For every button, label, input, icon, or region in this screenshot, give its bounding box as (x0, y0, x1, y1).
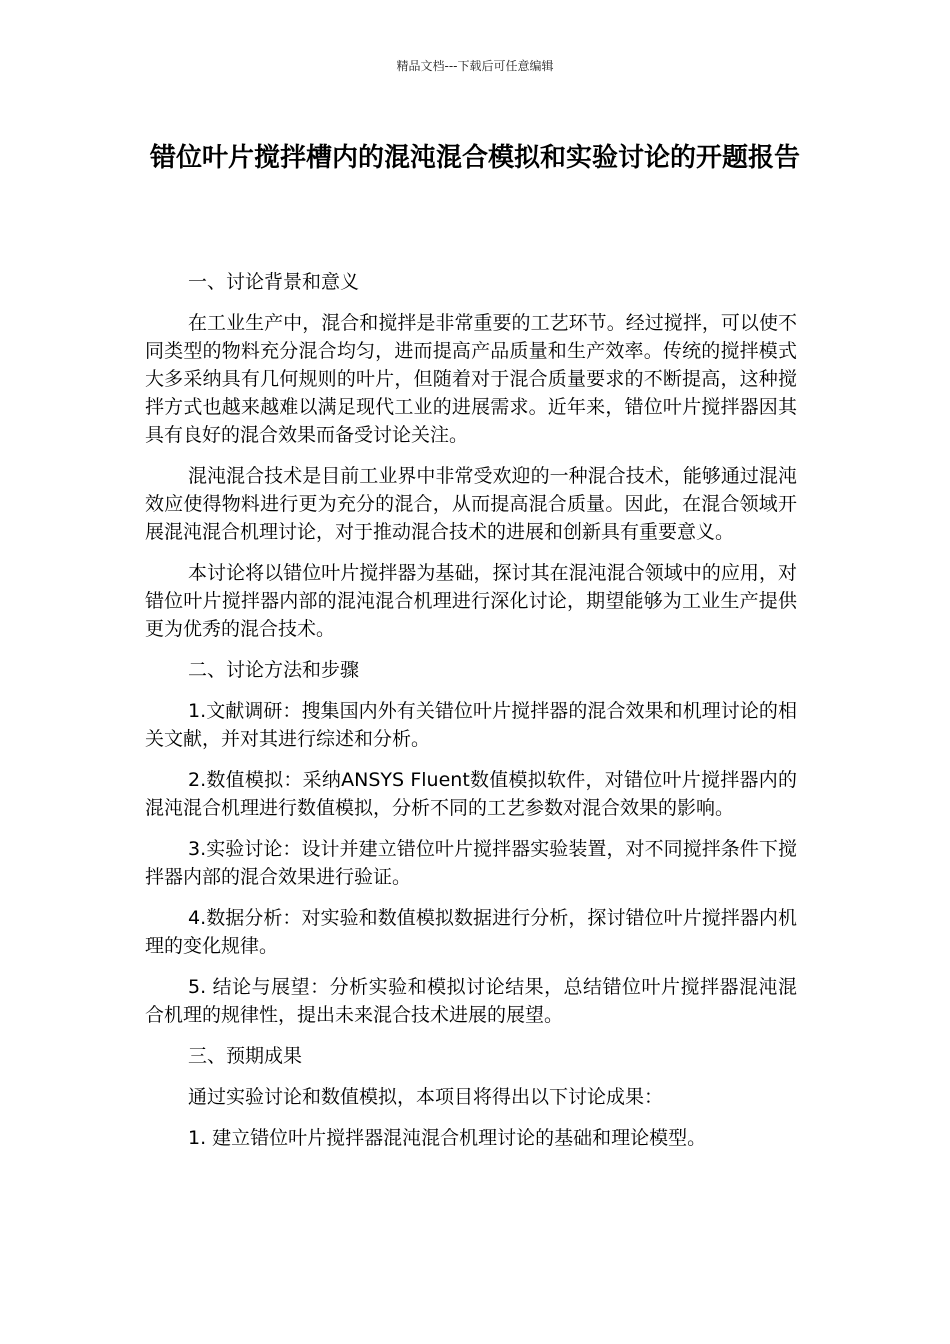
header-note: 精品文档---下载后可任意编辑 (396, 59, 554, 73)
paragraph-method-4: 4.数据分析：对实验和数值模拟数据进行分析，探讨错位叶片搅拌器内机理的变化规律。 (145, 907, 797, 957)
section-heading-methods: 二、讨论方法和步骤 (188, 659, 360, 681)
paragraph-background-3: 本讨论将以错位叶片搅拌器为基础，探讨其在混沌混合领域中的应用，对错位叶片搅拌器内部的混沌混合机理进行深化讨论，期望能够为工业生产提供更为优秀的混合技术。 (145, 562, 797, 640)
paragraph-background-1: 在工业生产中，混合和搅拌是非常重要的工艺环节。经过搅拌，可以使不同类型的物料充分混合均匀，进而提高产品质量和生产效率。传统的搅拌模式大多采纳具有几何规则的叶片，但随着对于混合质量要求的不断提高，这种搅拌方式也越来越难以满足现代工业的进展需求。近年来，错位叶片搅拌器因其具有良好的混合效果而备受讨论关注。 (145, 312, 797, 446)
paragraph-method-1: 1.文献调研：搜集国内外有关错位叶片搅拌器的混合效果和机理讨论的相关文献，并对其进行综述和分析。 (145, 700, 797, 750)
paragraph-background-2: 混沌混合技术是目前工业界中非常受欢迎的一种混合技术，能够通过混沌效应使得物料进行更为充分的混合，从而提高混合质量。因此，在混合领域开展混沌混合机理讨论，对于推动混合技术的进展和创新具有重要意义。 (145, 465, 797, 543)
document-body (145, 268, 797, 1165)
section-heading-background: 一、讨论背景和意义 (188, 271, 360, 293)
paragraph-results-intro: 通过实验讨论和数值模拟，本项目将得出以下讨论成果： (188, 1086, 664, 1108)
paragraph-method-3: 3.实验讨论：设计并建立错位叶片搅拌器实验装置，对不同搅拌条件下搅拌器内部的混合效果进行验证。 (145, 838, 797, 888)
paragraph-method-2: 2.数值模拟：采纳ANSYS Fluent数值模拟软件，对错位叶片搅拌器内的混沌混合机理进行数值模拟，分析不同的工艺参数对混合效果的影响。 (145, 769, 797, 819)
section-heading-results: 三、预期成果 (188, 1045, 303, 1067)
paragraph-method-5: 5. 结论与展望：分析实验和模拟讨论结果，总结错位叶片搅拌器混沌混合机理的规律性，提出未来混合技术进展的展望。 (145, 976, 797, 1026)
paragraph-results-1: 1. 建立错位叶片搅拌器混沌混合机理讨论的基础和理论模型。 (188, 1127, 707, 1149)
document-title: 错位叶片搅拌槽内的混沌混合模拟和实验讨论的开题报告 (149, 143, 800, 173)
